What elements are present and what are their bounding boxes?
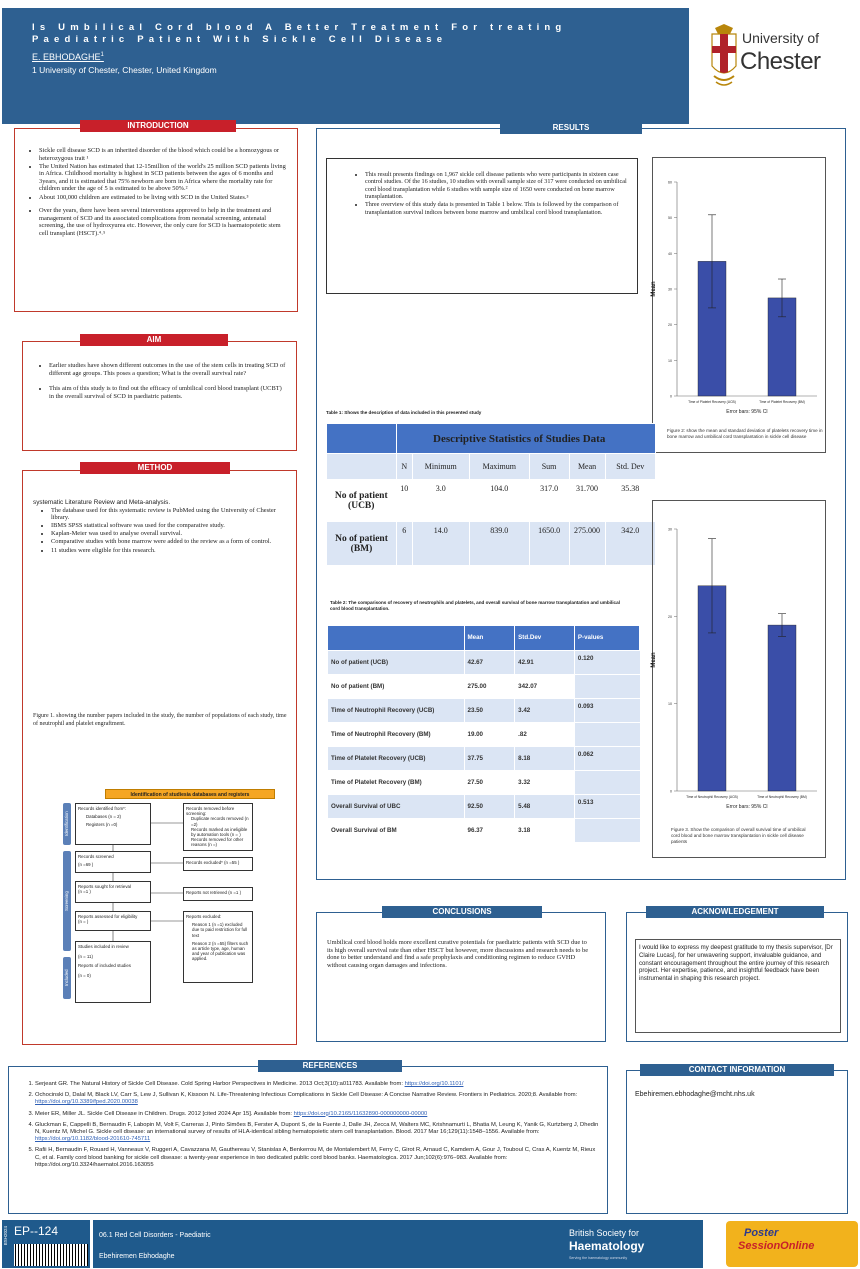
contact-email[interactable]: Ebehiremen.ebhodaghe@mcht.nhs.uk (635, 1091, 755, 1098)
introduction-list (29, 147, 287, 238)
footer-code: EP--124 (14, 1224, 59, 1238)
logo-line2: Chester (740, 48, 821, 75)
table2-pvalue (574, 674, 639, 698)
y-tick-label: 30 (668, 287, 672, 292)
pso-line2: SessionOnline (738, 1240, 815, 1252)
table2 (328, 626, 640, 843)
poster-footer (0, 1218, 860, 1269)
table1-corner (327, 424, 397, 454)
method-intro: systematic Literature Review and Meta-analysis. (33, 499, 171, 506)
pso-line1: Poster (744, 1227, 779, 1239)
table2-pvalue: 0.120 (574, 650, 639, 674)
table1-header: Mean (569, 454, 605, 480)
contact-heading: CONTACT INFORMATION (640, 1064, 834, 1076)
footer-session-block (93, 1220, 553, 1268)
table2-row (328, 698, 640, 722)
table1-cell: 31.700 (569, 480, 605, 522)
method-heading: METHOD (80, 462, 230, 474)
flowchart-arrows (63, 789, 275, 1029)
table2-mean: 37.75 (464, 746, 515, 770)
table2-caption: Table 2: The comparisons of recovery of neutrophils and platelets, and overall survival of bone marrow transplantation and umbilical cord blood transplantation. (330, 600, 620, 611)
table1-header: N (397, 454, 413, 480)
bsh-line2: Haematology (569, 1239, 645, 1253)
figure2-panel (652, 157, 826, 453)
table2-row-label: Overall Survival of UBC (328, 794, 464, 818)
table2-mean: 275.00 (464, 674, 515, 698)
aim-bullet: • This aim of this study is to find out the efficacy of umbilical cord blood transplant (UCBT) in the overall survival of SCD in paediatric patients. (49, 385, 286, 400)
method-bullet: • 11 studies were eligible for this research. (51, 547, 286, 555)
logo-line1: University of (742, 30, 820, 46)
table2-row-label: Time of Neutrophil Recovery (BM) (328, 722, 464, 746)
reason-2: Reason 2 (n =55) filters such as article type, age, human and year of publication was applied. (192, 940, 249, 962)
side-identification: Identification (63, 803, 71, 845)
table2-row-label: No of patient (BM) (328, 674, 464, 698)
table2-mean: 42.67 (464, 650, 515, 674)
side-screening: Screening (63, 851, 71, 951)
y-tick-label: 50 (668, 216, 672, 221)
university-logo (700, 20, 830, 100)
flowchart-title: Identification of studiesia databases and registers (105, 789, 275, 799)
barcode-icon (14, 1244, 88, 1266)
table2-sd: 342.07 (515, 674, 575, 698)
table2-row (328, 674, 640, 698)
side-included: Included (63, 957, 71, 999)
results-heading: RESULTS (500, 122, 642, 134)
reference-item (35, 1147, 599, 1169)
prisma-flowchart (63, 789, 275, 1029)
figure3-panel (652, 500, 826, 858)
table2-row-label: No of patient (UCB) (328, 650, 464, 674)
results-text-box (326, 158, 638, 294)
method-bullet: • Comparative studies with bone marrow were added to the review as a form of control. (51, 538, 286, 546)
table2-row (328, 794, 640, 818)
reports-included: Reports of included studies (78, 963, 131, 969)
footer-code-block (2, 1220, 90, 1268)
reference-item (35, 1081, 599, 1088)
method-list (41, 507, 286, 555)
databases-count: Databases (n = 2) (86, 814, 122, 820)
table2-row-label: Time of Neutrophil Recovery (UCB) (328, 698, 464, 722)
table1-cell: 839.0 (469, 522, 529, 566)
table2-grid (328, 626, 640, 843)
table2-row-label: Time of Platelet Recovery (UCB) (328, 746, 464, 770)
table2-pvalue: 0.093 (574, 698, 639, 722)
table2-row (328, 650, 640, 674)
table2-sd: 3.18 (515, 818, 575, 842)
acknowledgement-panel (626, 912, 848, 1042)
removed-item: Records removed for other reasons (n =) (191, 837, 244, 848)
figure3-caption: Figure 3. Show the comparison of overall survival time of umbilical cord blood and bone marrow transplantation in sickle cell disease patients (671, 827, 806, 844)
intro-bullet: • Sickle cell disease SCD is an inherited disorder of the blood which could be a homozygous or heterozygous trait ¹ (39, 147, 287, 162)
assessed-count: (n = ) (78, 919, 89, 925)
references-list (35, 1081, 599, 1169)
table2-mean: 23.50 (464, 698, 515, 722)
references-heading: REFERENCES (258, 1060, 402, 1072)
studies-included: Studies included in review (78, 944, 129, 949)
author-name-text: E. EBHODAGHE (32, 52, 101, 62)
acknowledgement-heading: ACKNOWLEDGEMENT (646, 906, 824, 918)
footer-presenter: Ebehiremen Ebhodaghe (99, 1253, 175, 1260)
reports-sought: Reports sought for retrieval (78, 884, 131, 889)
sought-count: (n =1 ) (78, 889, 91, 895)
records-identified: Records identified from*: (78, 806, 127, 811)
registers-count: Registers (n =0) (86, 822, 118, 828)
table1-row-label: No of patient (UCB) (334, 490, 388, 511)
results-list (355, 171, 627, 216)
table1-cell: 1650.0 (529, 522, 569, 566)
y-tick-label: 20 (668, 323, 672, 328)
aim-bullet: • Earlier studies have shown different outcomes in the use of the stem cells in treating SCD of different age groups. This poses a question; What is the overall survival rate? (49, 362, 286, 377)
bar (768, 625, 796, 791)
table1-cell: 104.0 (469, 480, 529, 522)
table2-row (328, 722, 640, 746)
reference-text: Serjeant GR. The Natural History of Sickle Cell Disease. Cold Spring Harbor Perspectives in Medicine. 2013 Oct;3(10):a011783. Available from: (35, 1081, 405, 1087)
acknowledgement-text: I would like to express my deepest gratitude to my thesis supervisor, [Dr Claire Lucas], for her unwavering support, invaluable guidance, and constant encouragement throughout the entire journey of this research project. Her expertise, patience, and insightful feedback have been instrumental in shaping this research project. (639, 944, 833, 983)
results-bullet: • Three overview of this study data is presented in Table 1 below. This is followed by the comparison of transplantation survival indices between bone marrow and umbilical cord blood transplantation. (365, 201, 627, 216)
reference-text: Gluckman E, Cappelli B, Bernaudin F, Labopin M, Volt F, Carreras J, Pinto Simões B, Ferster A, Dupont S, de la Fuente J, Dalle JH, Zecca M, Walters MC, Krishnamurti L, Bhatia M, Leung K, Yanik G, Kurtzberg J, Dhedin N, Kuentz M, Michel G. Sickle cell disease: an international survey of results of HLA-identical sibling hematopoietic stem cell transplantation. Blood. 2017 Mar 16;129(11):1548–1556. Available from: (35, 1121, 599, 1136)
records-excluded: Records excluded* (n =55 ) (186, 860, 240, 865)
table2-sd: 5.48 (515, 794, 575, 818)
table2-sd: 3.42 (515, 698, 575, 722)
records-screened: Records screened (78, 854, 114, 859)
y-axis-label: Mean (651, 652, 657, 668)
figure2-caption: Figure 2: show the mean and standard deviation of platelets recovery time in bone marrow and umbilical cord transplantation in sickle cell disease (667, 428, 823, 439)
table1-row-label: No of patient (BM) (327, 522, 397, 566)
poster-header (2, 8, 689, 124)
x-tick-label: Time of Platelet Recovery (BM) (759, 400, 805, 404)
y-tick-label: 10 (668, 702, 672, 707)
table1-corner2 (327, 454, 397, 480)
y-tick-label: 20 (668, 614, 672, 619)
table2-pvalue (574, 770, 639, 794)
table2-pvalue: 0.062 (574, 746, 639, 770)
studies-count: (n = 11) (78, 954, 93, 960)
table1-cell: 14.0 (412, 522, 469, 566)
table2-corner (328, 626, 464, 650)
table2-header: Std.Dev (515, 626, 575, 650)
x-tick-label: Time of Platelet Recovery (UCB) (688, 400, 736, 404)
table1-cell: 10 (397, 480, 413, 522)
reference-link[interactable]: https://doi.org/10.1101/ (404, 1081, 464, 1087)
pso-logo-block (726, 1221, 858, 1267)
method-bullet: • The database used for this systematic review is PubMed using the University of Chester library. (51, 507, 286, 522)
reference-item (35, 1092, 599, 1106)
bsh-logo-block (553, 1220, 703, 1268)
table2-mean: 96.37 (464, 818, 515, 842)
y-axis-label: Mean (651, 281, 657, 297)
screened-count: (n =69 ) (78, 862, 94, 868)
table2-pvalue (574, 722, 639, 746)
method-bullet: • IBMS SPSS statistical software was used for the comparative study. (51, 522, 286, 530)
reference-link[interactable]: https://doi.org/10.1182/blood-201610-745711 (35, 1136, 151, 1143)
reports-included-count: (n = 0) (78, 972, 91, 978)
table1-cell: 317.0 (529, 480, 569, 522)
figure1-caption: Figure 1. showing the number papers included in the study, the number of populations of each study, time of neutrophil and platelet engraftment. (33, 713, 287, 727)
records-removed: Records removed before screening: (186, 806, 235, 817)
bsh-line3: Serving the haematology community (569, 1256, 628, 1260)
table2-mean: 27.50 (464, 770, 515, 794)
y-tick-label: 0 (670, 789, 672, 794)
y-tick-label: 30 (668, 527, 672, 532)
table2-sd: 3.32 (515, 770, 575, 794)
removed-item: Duplicate records removed (n =2) (191, 816, 249, 827)
table2-sd: 42.91 (515, 650, 575, 674)
reference-link[interactable]: https://doi.org/10.3389/fped.2020.00038 (35, 1099, 138, 1106)
reference-item (35, 1111, 599, 1118)
x-axis-label: Error bars: 95% CI (726, 409, 768, 415)
reason-1: Reason 1 (n =1) excluded due to paid restriction for full text (192, 922, 248, 938)
table2-row (328, 770, 640, 794)
author-name[interactable] (32, 52, 659, 62)
x-tick-label: Time of Neutrophil Recovery (UCB) (686, 795, 738, 799)
table1-caption: Table 1: Shows the description of data included in this presented study (326, 410, 482, 415)
table1-cell: 3.0 (412, 480, 469, 522)
reference-link[interactable]: https://doi.org/10.2165/11632890-000000000-00000 (293, 1110, 428, 1117)
footer-session: 06.1 Red Cell Disorders - Paediatric (99, 1232, 211, 1239)
intro-bullet: • Over the years, there have been several interventions approved to help in the treatment and management of SCD and its associated complications from neonatal screening, antenatal screening, the use of hydroxyurea etc. However, the only cure for SCD is haematopoietic stem cell transplant (HSCT).⁴˒⁵ (39, 207, 287, 237)
introduction-panel (14, 128, 298, 312)
reports-assessed: Reports assessed for eligibility (78, 914, 138, 919)
reference-text: Meier ER, Miller JL. Sickle Cell Disease in Children. Drugs. 2012 [cited 2024 Apr 15]. Available from: (35, 1110, 294, 1117)
table2-pvalue (574, 818, 639, 842)
table2-header: Mean (464, 626, 515, 650)
footer-side-code: BSH2024 (3, 1226, 8, 1246)
contact-panel (626, 1070, 848, 1214)
method-panel (22, 470, 297, 1045)
table2-row-label: Time of Platelet Recovery (BM) (328, 770, 464, 794)
figure2-chart (653, 158, 825, 428)
table1-header: Std. Dev (605, 454, 655, 480)
crest-icon (710, 26, 738, 90)
table1 (326, 423, 646, 578)
y-tick-label: 60 (668, 180, 672, 185)
conclusions-heading: CONCLUSIONS (382, 906, 542, 918)
table2-mean: 19.00 (464, 722, 515, 746)
reference-item (35, 1122, 599, 1144)
y-tick-label: 0 (670, 394, 672, 399)
reports-excluded: Reports excluded: (186, 914, 222, 919)
table2-mean: 92.50 (464, 794, 515, 818)
method-bullet: • Kaplan-Meier was used to analyse overall survival. (51, 530, 286, 538)
table2-sd: .82 (515, 722, 575, 746)
table1-cell: 6 (397, 522, 413, 566)
table2-body (328, 650, 640, 842)
table2-row (328, 746, 640, 770)
table1-cell: 35.38 (605, 480, 655, 522)
table1-header: Minimum (412, 454, 469, 480)
results-bullet: • This result presents findings on 1,967 sickle cell disease patients who were participants in sixteen case control studies. Of the 16 studies, 10 studies with overall sample size of 317 were conducted on umbilical cord blood transplantation while 6 studies with sample size of 1650 were conducted on bone marrow transplantation. (365, 171, 627, 201)
table1-grid (326, 423, 656, 566)
affiliation: 1 University of Chester, Chester, United Kingdom (32, 65, 217, 75)
table1-header: Maximum (469, 454, 529, 480)
table1-header: Sum (529, 454, 569, 480)
table2-header: P-values (574, 626, 639, 650)
poster-title: Is Umbilical Cord blood A Better Treatment For treating Paediatric Patient With Sickle Cell Disease (32, 22, 567, 45)
removed-item: Records marked as ineligible by automation tools (n = ) (191, 826, 248, 838)
table1-cell: 342.0 (605, 522, 655, 566)
intro-bullet: • The United Nation has estimated that 12-15million of the world's 25 million SCD patients living in Africa. Childhood mortality is highest in SCD patients between the ages of 6 months and 3years, and it is estimated that 75% newborn are born in Africa where the mortality rate for children under the age of 5 is estimated to be above 50%.² (39, 163, 287, 193)
y-tick-label: 10 (668, 358, 672, 363)
reference-text: Rafii H, Bernaudin F, Rouard H, Vanneaux V, Ruggeri A, Cavazzana M, Gauthereau V, Stanislas A, Benkerrou M, de Montalembert M, Ferry C, Girot R, Arnaud C, Kamdem A, Gour J, Touboul C, Cras A, Kuentz M, Rieux C, et al. Family cord blood banking for sickle cell disease: a twenty-year experience in two dedicated public cord blood banks. Haematologica. 2017 Jun;102(6):976–983. Available from: https://doi.org/10.3324/haematol.2016.163055 (35, 1147, 596, 1168)
x-axis-label: Error bars: 95% CI (726, 804, 768, 810)
reference-text: Ochocinski D, Dalal M, Black LV, Carr S, Lew J, Sullivan K, Kissoon N. Life-Threatening Infectious Complications in Sickle Cell Disease: A Concise Narrative Review. Frontiers in Pediatrics. 2020;8. Available from: (35, 1092, 578, 1099)
table2-row (328, 818, 640, 842)
acknowledgement-box (635, 939, 841, 1033)
aim-panel (22, 341, 297, 451)
reports-not-retrieved: Reports not retrieved (n =1 ) (186, 890, 242, 895)
aim-heading: AIM (80, 334, 228, 346)
intro-bullet: • About 100,000 children are estimated to be living with SCD in the United States.³ (39, 194, 287, 202)
figure3-chart (653, 501, 825, 823)
table2-sd: 8.18 (515, 746, 575, 770)
table2-row-label: Overall Survival of BM (328, 818, 464, 842)
table2-pvalue: 0.513 (574, 794, 639, 818)
conclusions-panel (316, 912, 606, 1042)
table1-title: Descriptive Statistics of Studies Data (397, 424, 656, 454)
x-tick-label: Time of Neutrophil Recovery (BM) (757, 795, 807, 799)
y-tick-label: 40 (668, 251, 672, 256)
aim-list (39, 362, 286, 400)
author-sup: 1 (100, 52, 104, 58)
table1-cell: 275.000 (569, 522, 605, 566)
conclusions-text: Umbilical cord blood holds more excellent curative potentials for paediatric patients with SCD due to its high overall survival rate than other HSCT but however, more discussions and research needs to be done to better understand and find a safe prophylaxis and conditioning regimen to reduce GVHD without causing organ damages and infections. (327, 939, 589, 969)
references-panel (8, 1066, 608, 1214)
introduction-heading: INTRODUCTION (80, 120, 236, 132)
bsh-line1: British Society for (569, 1228, 640, 1238)
